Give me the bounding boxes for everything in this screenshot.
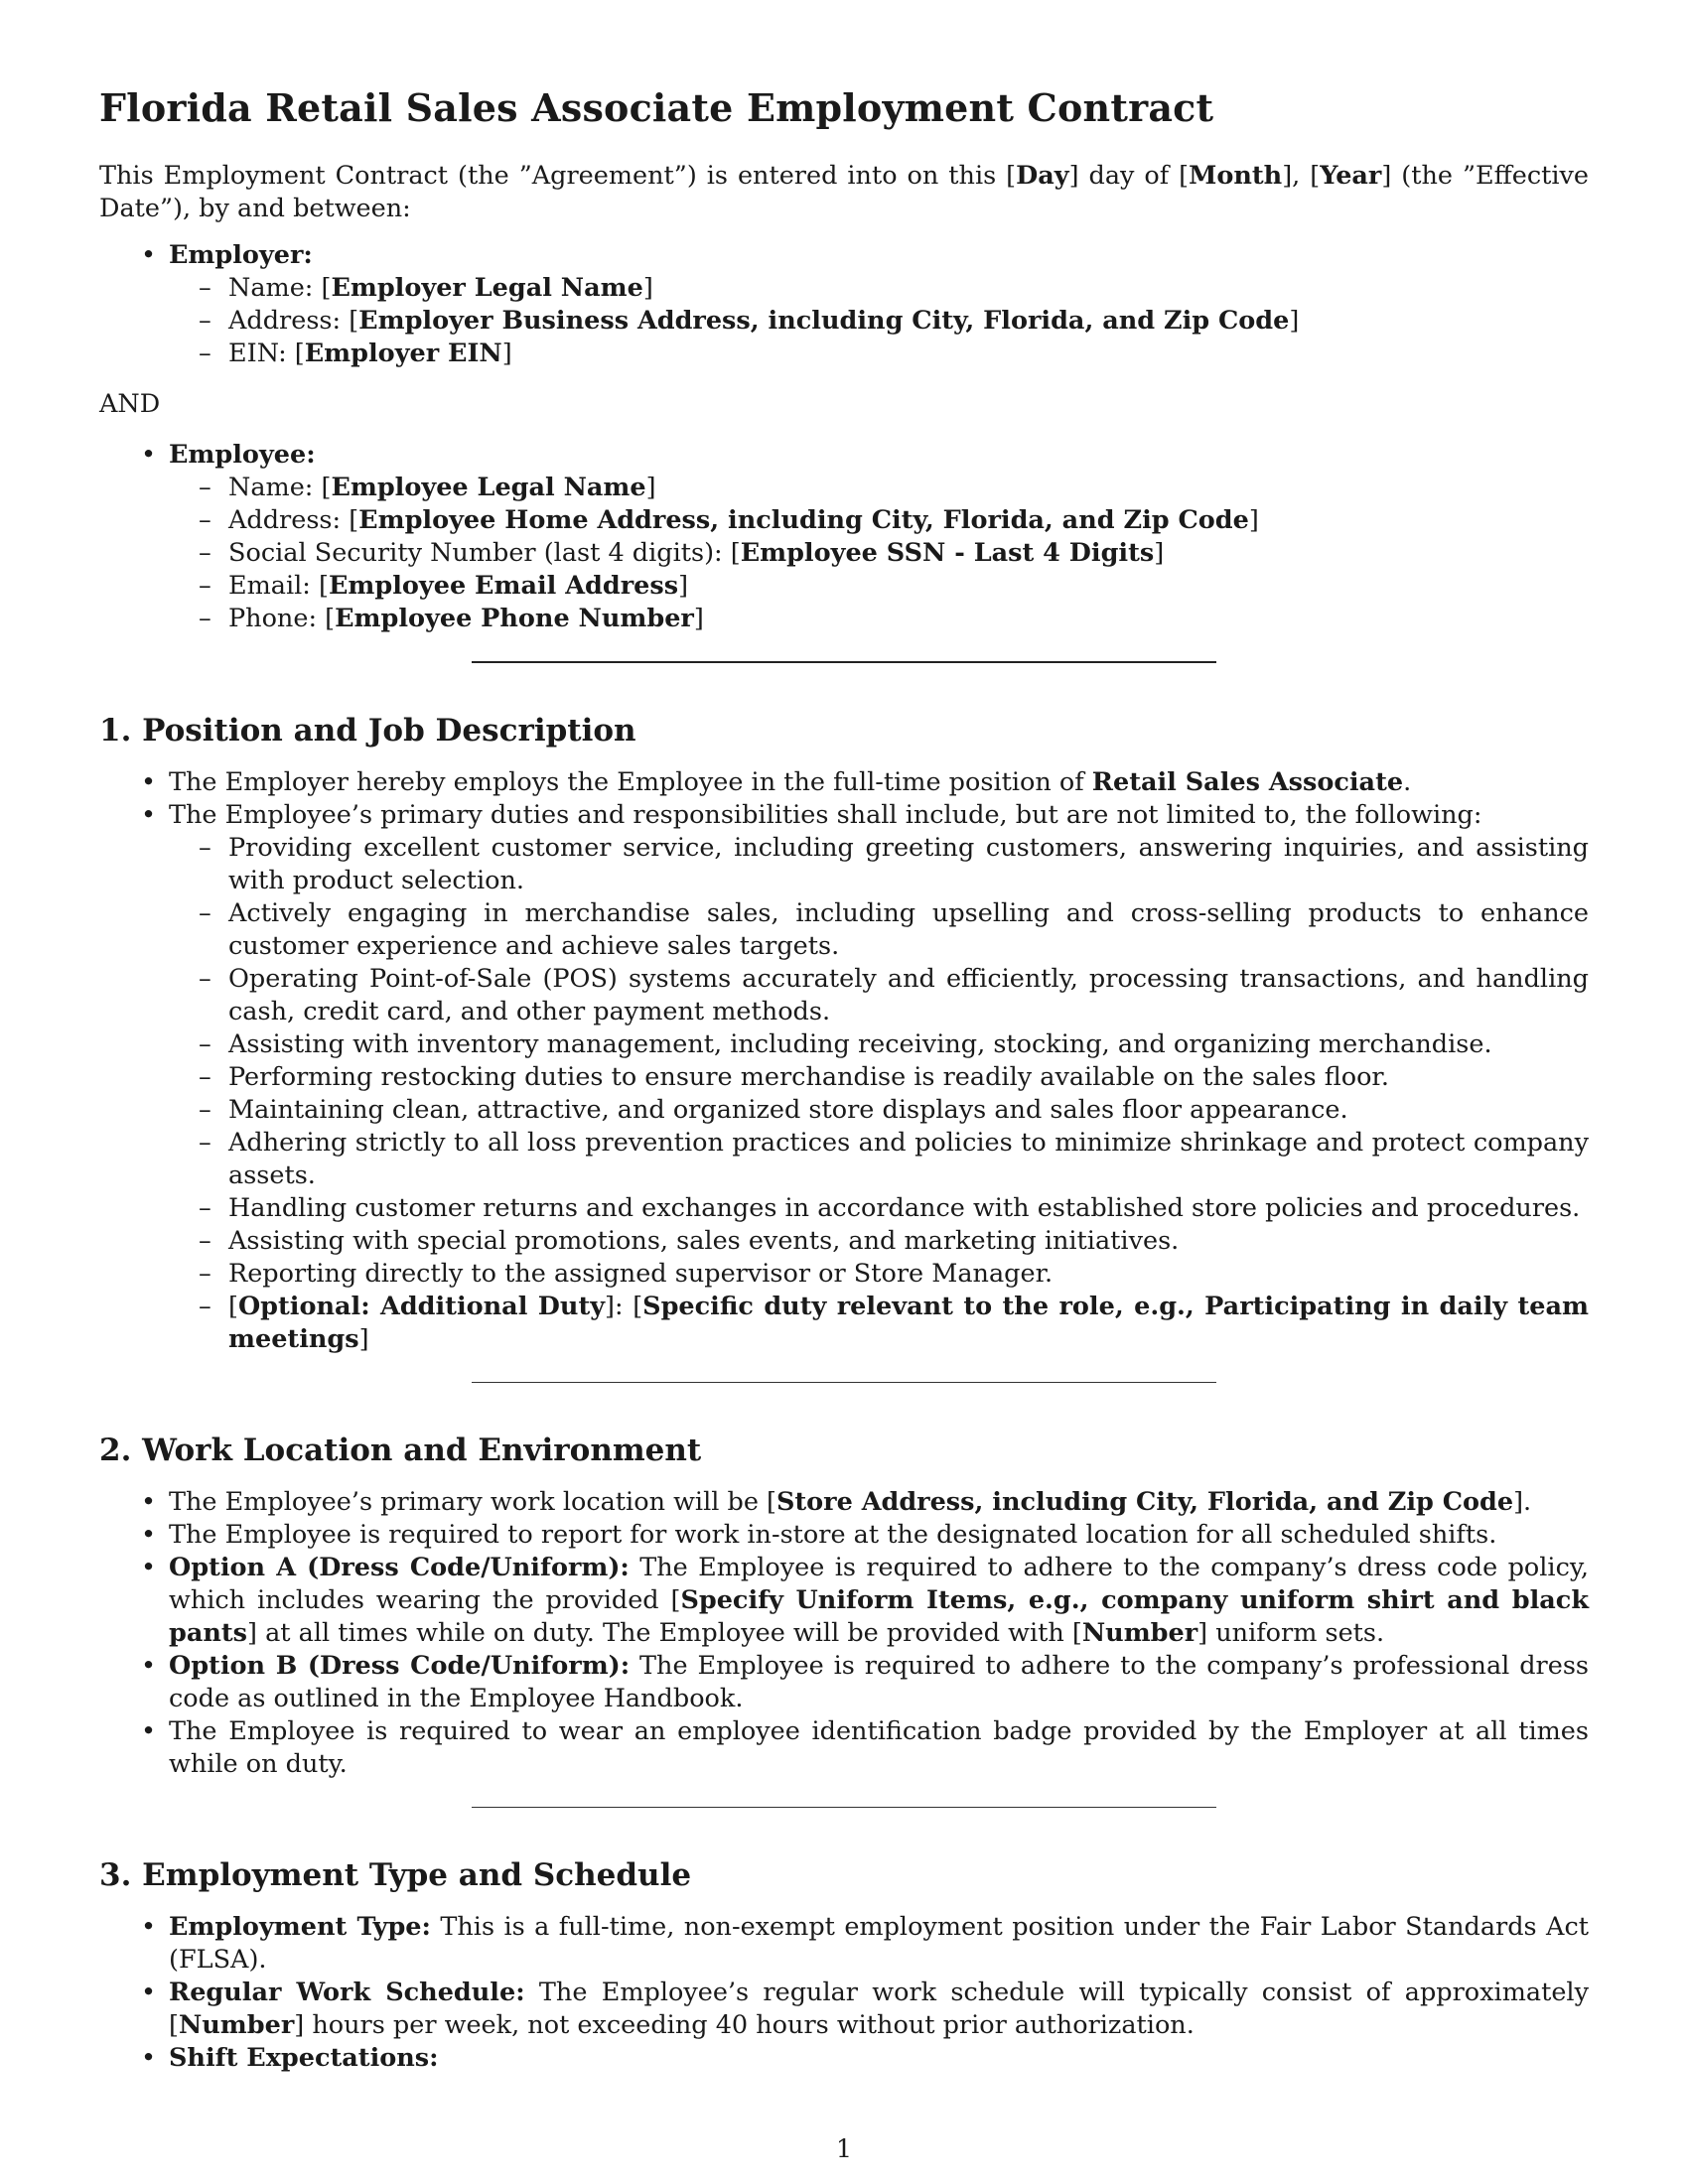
duty-item: – Maintaining clean, attractive, and organized store displays and sales floor appearance. [228,1094,1589,1127]
document-title: Florida Retail Sales Associate Employment Contract [99,85,1214,130]
duty-item: – Actively engaging in merchandise sales, including upselling and cross-selling products to enhance customer experience and achieve sales targets. [228,897,1589,963]
duty-item: – Providing excellent customer service, including greeting customers, answering inquiries, and assisting with product selection. [228,832,1589,897]
list-item: • The Employee’s primary duties and responsibilities shall include, but are not limited to, the following: – Providing excellent customer service, including greeting customers, answering inquiries, and assisting with product selection. – Actively engaging in merchandise sales, including upselling and cross-selling products to enhance customer experience and achieve sales targets. – Operating Point-of-Sale (POS) systems accurately and efficiently, processing transactions, and handling cash, credit card, and other payment methods. – Assisting with inventory management, including receiving, stocking, and organizing merchandise. – Performing restocking duties to ensure merchandise is readily available on the sales floor. – Maintaining clean, attractive, and organized store displays and sales floor appearance. – Adhering strictly to all loss prevention practices and policies to minimize shrinkage and protect company assets. – Handling customer returns and exchanges in accordance with established store policies and procedures. – Assisting with special promotions, sales events, and marketing initiatives. – Reporting directly to the assigned supervisor or Store Manager. – [Optional: Additional Duty]: [Specific duty relevant to the role, e.g., Participating in daily team meetings] [169,799,1589,1356]
duty-item: – Assisting with inventory management, including receiving, stocking, and organizing merchandise. [228,1028,1589,1061]
duty-item: – Operating Point-of-Sale (POS) systems accurately and efficiently, processing transactions, and handling cash, credit card, and other payment methods. [228,963,1589,1028]
section-divider [472,661,1216,663]
section-divider [472,1807,1216,1808]
duty-item: – Handling customer returns and exchanges in accordance with established store policies and procedures. [228,1192,1589,1225]
duty-item: – Adhering strictly to all loss prevention practices and policies to minimize shrinkage and protect company assets. [228,1127,1589,1192]
employer-name: – Name: [Employer Legal Name] [228,272,1589,305]
and-separator: AND [99,389,161,419]
contract-page [99,85,1589,2089]
list-item: • Option A (Dress Code/Uniform): The Employee is required to adhere to the company’s dress code policy, which includes wearing the provided [Specify Uniform Items, e.g., company uniform shirt and black pants] at all times while on duty. The Employee will be provided with [Number] uniform sets. [169,1552,1589,1650]
employee-item: • Employee: – Name: [Employee Legal Name] – Address: [Employee Home Address, including City, Florida, and Zip Code] – Social Security Number (last 4 digits): [Employee SSN - Last 4 Digits] – Email: [Employee Email Address] – Phone: [Employee Phone Number] [169,439,1589,635]
section-3-list [99,1911,1589,2075]
duty-item: – Performing restocking duties to ensure merchandise is readily available on the sales floor. [228,1061,1589,1094]
section-2-heading: 2. Work Location and Environment [99,1433,702,1468]
employer-address: – Address: [Employer Business Address, including City, Florida, and Zip Code] [228,305,1589,338]
duty-item: – Reporting directly to the assigned supervisor or Store Manager. [228,1258,1589,1291]
section-divider [472,1382,1216,1383]
employee-address: – Address: [Employee Home Address, including City, Florida, and Zip Code] [228,504,1589,537]
intro-paragraph: This Employment Contract (the ”Agreement”) is entered into on this [Day] day of [Month], [Year] (the ”Effective Date”), by and between: [99,161,1590,223]
day-placeholder: Day [1016,161,1069,191]
section-1-list [99,766,1589,1356]
section-2-list [99,1486,1589,1781]
employee-email: – Email: [Employee Email Address] [228,570,1589,603]
list-item: • Regular Work Schedule: The Employee’s regular work schedule will typically consist of approximately [Number] hours per week, not exceeding 40 hours without prior authorization. [169,1977,1589,2042]
year-placeholder: Year [1320,161,1382,191]
optional-duty-item: – [Optional: Additional Duty]: [Specific duty relevant to the role, e.g., Participating in daily team meetings] [228,1291,1589,1356]
employee-list [99,439,1589,635]
employer-list [99,239,1589,370]
employee-phone: – Phone: [Employee Phone Number] [228,603,1589,635]
list-item: • Shift Expectations: [169,2042,1589,2075]
employee-name: – Name: [Employee Legal Name] [228,472,1589,504]
employee-ssn: – Social Security Number (last 4 digits): [Employee SSN - Last 4 Digits] [228,537,1589,570]
list-item: • The Employer hereby employs the Employee in the full-time position of Retail Sales Associate. [169,766,1589,799]
employer-ein: – EIN: [Employer EIN] [228,338,1589,370]
list-item: • The Employee is required to wear an employee identification badge provided by the Employer at all times while on duty. [169,1715,1589,1781]
list-item: • The Employee’s primary work location will be [Store Address, including City, Florida, and Zip Code]. [169,1486,1589,1519]
section-1-heading: 1. Position and Job Description [99,713,636,749]
employer-item: • Employer: – Name: [Employer Legal Name] – Address: [Employer Business Address, including City, Florida, and Zip Code] – EIN: [Employer EIN] [169,239,1589,370]
duties-list [169,832,1589,1356]
list-item: • Option B (Dress Code/Uniform): The Employee is required to adhere to the company’s professional dress code as outlined in the Employee Handbook. [169,1650,1589,1715]
duty-item: – Assisting with special promotions, sales events, and marketing initiatives. [228,1225,1589,1258]
list-item: • The Employee is required to report for work in-store at the designated location for all scheduled shifts. [169,1519,1589,1552]
month-placeholder: Month [1189,161,1283,191]
page-number: 1 [835,2134,853,2164]
list-item: • Employment Type: This is a full-time, non-exempt employment position under the Fair Labor Standards Act (FLSA). [169,1911,1589,1977]
section-3-heading: 3. Employment Type and Schedule [99,1857,692,1893]
